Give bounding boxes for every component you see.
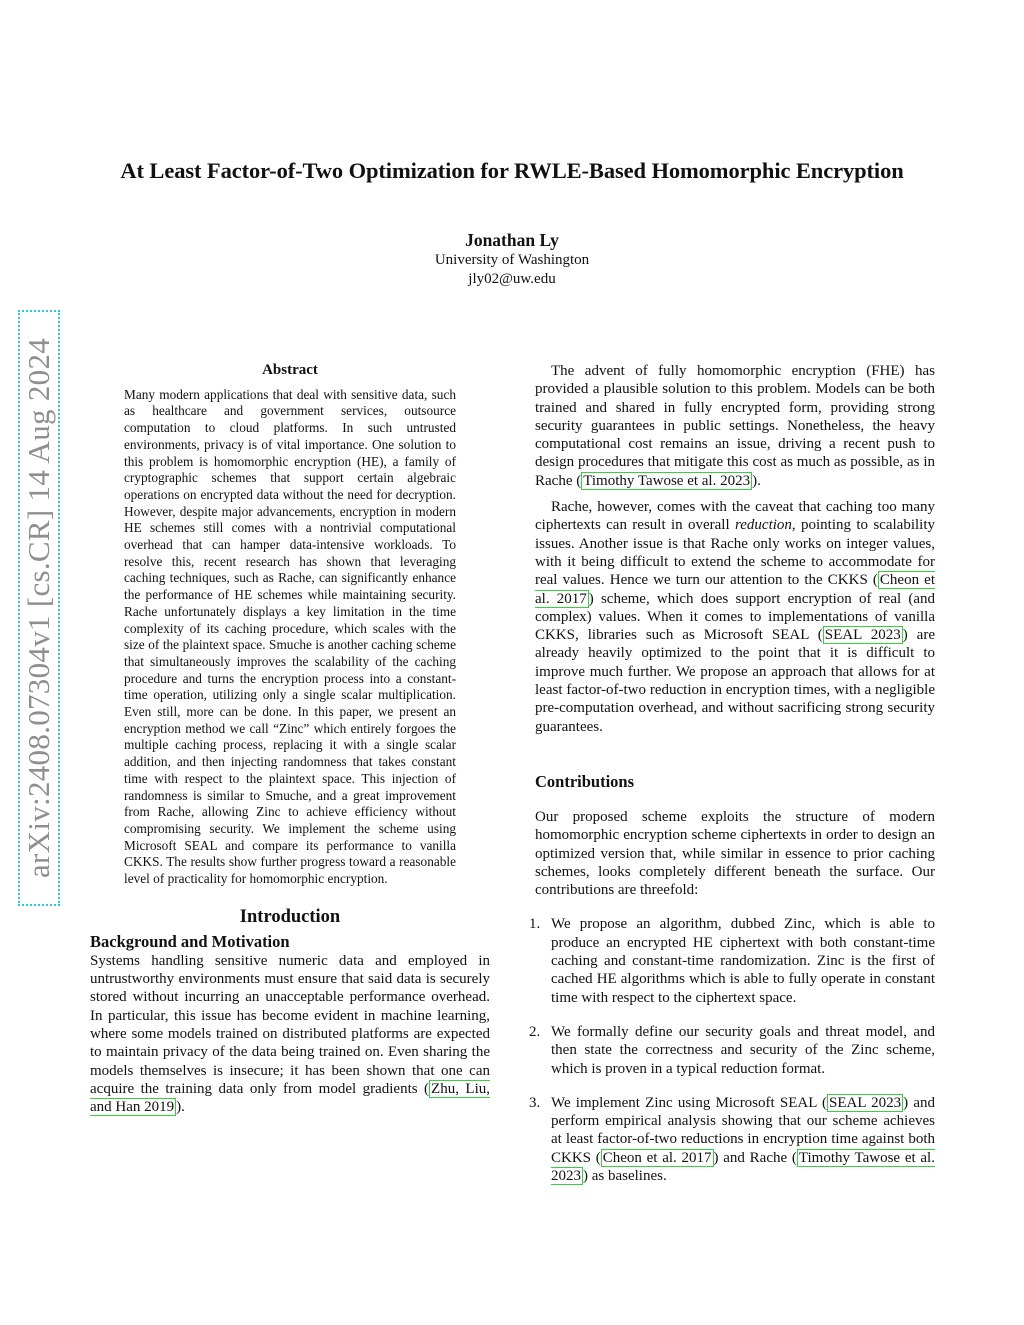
author-block (0, 229, 1024, 289)
list-number: 3. (529, 1094, 541, 1111)
list-item-text: We implement Zinc using Microsoft SEAL ( SEAL 2023 ) and perform empirical analysis showing that our scheme achieves at least factor-of-two reductions in encryption time against both CKKS ( Cheon et al. 2017 ) and Rache ( Timothy Tawose et al. 2023 ) as baselines. (551, 1094, 936, 1184)
author-email[interactable]: jly02@uw.edu (468, 271, 556, 287)
introduction-heading: Introduction (239, 906, 341, 927)
fhe-paragraph: The advent of fully homomorphic encryption (FHE) has provided a plausible solution to this problem. Models can be both trained and shared in fully encrypted form, providing strong security guarantees in public settings. Nonetheless, the heavy computational cost remains an issue, driving a recent push to design procedures that mitigate this cost as much as possible, as in Rache ( Timothy Tawose et al. 2023 ). (535, 363, 935, 489)
citation-link[interactable]: SEAL 2023 (829, 1094, 902, 1111)
list-item (529, 915, 935, 1006)
list-number: 1. (529, 916, 541, 933)
citation-link[interactable]: Zhu, Liu, and Han 2019 (90, 1080, 490, 1116)
arxiv-identifier[interactable]: arXiv:2408.07304v1 [cs.CR] 14 Aug 2024 (21, 337, 56, 879)
list-item-text: We formally define our security goals and threat model, and then state the correctness and security of the Zinc scheme, which is proven in a typical reduction format. (551, 1023, 935, 1077)
left-column (90, 362, 490, 1116)
list-number: 2. (529, 1023, 541, 1040)
citation-link[interactable]: Cheon et al. 2017 (602, 1149, 712, 1166)
citation-link[interactable]: Timothy Tawose et al. 2023 (551, 1149, 935, 1184)
right-column (529, 362, 936, 1201)
abstract (124, 362, 456, 888)
citation-link[interactable]: Timothy Tawose et al. 2023 (583, 472, 751, 489)
list-item (529, 1023, 935, 1078)
contributions-paragraph: Our proposed scheme exploits the structure of modern homomorphic encryption scheme ciphertexts in order to design an optimized version that, while similar in essence to prior caching schemes, looks completely different beneath the surface. Our contributions are threefold: (535, 808, 935, 899)
abstract-text: Many modern applications that deal with sensitive data, such as healthcare and government services, outsource computation to cloud platforms. In such untrusted environments, privacy is of vital importance. One solution to this problem is homomorphic encryption (HE), a family of cryptographic schemes that support certain algebraic operations on encrypted data without the need for decryption. However, despite major advancements, encryption in modern HE schemes still comes with a nontrivial computational overhead that can hamper data-intensive workloads. To resolve this, recent research has shown that leveraging caching techniques, such as Rache, can significantly enhance the performance of HE schemes while maintaining security. Rache unfortunately displays a key limitation in the time complexity of its caching procedure, which scales with the size of the plaintext space. Smuche is another caching scheme that simultaneously improves the scalability of the caching procedure and turns the encryption process into a constant-time operation, utilizing only a single scalar multiplication. Even still, more can be done. In this paper, we present an encryption method we call “Zinc” which entirely forgoes the multiple caching process, replacing it with a single scalar addition, and then injecting randomness that takes constant time with respect to the plaintext space. This injection of randomness is similar to Smuche, and a great improvement from Rache, allowing Zinc to achieve efficiency without compromising security. We implement the scheme using Microsoft SEAL and compare its performance to vanilla CKKS. The results show further progress toward a reasonable level of practicality for homomorphic encryption. (124, 386, 456, 887)
rache-paragraph: Rache, however, comes with the caveat that caching too many ciphertexts can result in overall reduction, pointing to scalability issues. Another issue is that Rache only works on integer values, with it being difficult to extend the scheme to accommodate for real values. Hence we turn our attention to the CKKS ( Cheon et al. 2017 ) scheme, which does support encryption of real (and complex) values. When it comes to implementations of vanilla CKKS, libraries such as Microsoft SEAL ( SEAL 2023 ) are already heavily optimized to the point that it is difficult to improve much further. We propose an approach that allows for at least factor-of-two reduction in encryption times, with a negligible pre-computation overhead, and without sacrificing strong security guarantees. (535, 499, 935, 735)
background-heading: Background and Motivation (90, 931, 290, 951)
author-affiliation: University of Washington (434, 252, 590, 268)
contributions-heading: Contributions (535, 771, 635, 791)
paper-title: At Least Factor-of-Two Optimization for RWLE-Based Homomorphic Encryption (120, 158, 904, 183)
intro-paragraph: Systems handling sensitive numeric data and employed in untrustworthy environments must ensure that said data is securely stored without incurring an unacceptable performance overhead. In particular, this issue has become evident in machine learning, where some models trained on distributed platforms are expected to maintain privacy of the data being trained on. Even sharing the models themselves is insecure; it has been shown that one can acquire the training data only from model gradients ( Zhu, Liu, and Han 2019 ). (90, 952, 490, 1116)
list-item (529, 1094, 936, 1185)
abstract-heading: Abstract (262, 362, 318, 378)
citation-link[interactable]: Cheon et al. 2017 (535, 572, 935, 607)
author-name: Jonathan Ly (465, 230, 559, 250)
citation-link[interactable]: SEAL 2023 (824, 627, 901, 644)
contributions-list (529, 915, 936, 1185)
list-item-text: We propose an algorithm, dubbed Zinc, which is able to produce an encrypted HE ciphertext with both constant-time caching and constant-time randomization. Zinc is the first of cached HE algorithms which is able to fully operate in constant time with respect to the ciphertext space. (551, 916, 935, 1006)
arxiv-identifier-box[interactable] (18, 310, 60, 906)
